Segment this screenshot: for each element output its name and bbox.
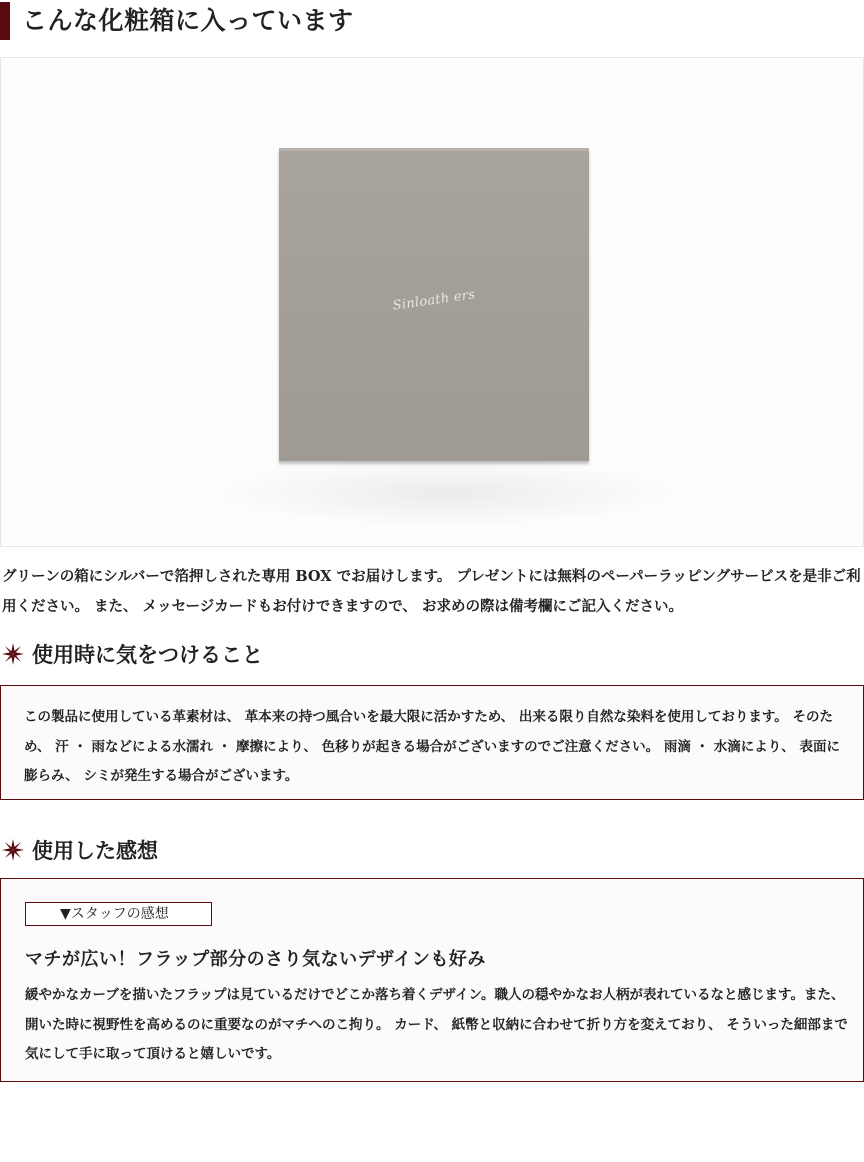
review-heading	[2, 837, 602, 867]
starburst-icon	[2, 839, 24, 861]
care-note-text: この製品に使用している革素材は、 革本来の持つ風合いを最大限に活かすため、 出来る限り自然な染料を使用しております。 そのため、 汗 ・ 雨などによる水濡れ ・ 摩擦により、 色移りが起きる場合がございますのでご注意ください。 雨滴 ・ 水滴により、 表面に膨らみ、 シミが発生する場合がございます。	[24, 709, 840, 784]
care-note-box	[0, 685, 864, 800]
care-heading-text: 使用時に気をつけること	[32, 642, 263, 667]
product-photo	[0, 57, 864, 547]
packaging-description: グリーンの箱にシルバーで箔押しされた専用 BOX でお届けします。 プレゼントには無料のペーパーラッピングサービスを是非ご利用ください。 また、 メッセージカードもお付けできますので、 お求めの際は備考欄にご記入ください。	[2, 568, 861, 615]
section-title-bar	[0, 0, 864, 42]
review-body: 緩やかなカーブを描いたフラップは見ているだけでどこか落ち着くデザイン。職人の穏やかなお人柄が表れているなと感じます。また、開いた時に視野性を高めるのに重要なのがマチへのこ拘り。 カード、 紙幣と収納に合わせて折り方を変えており、 そういった細部まで気にして手に取って頂けると嬉しいです。	[25, 987, 848, 1062]
box-logo: Sinloath ers	[391, 287, 477, 314]
review-heading-text: 使用した感想	[32, 838, 158, 863]
starburst-icon	[2, 643, 24, 665]
page-title: こんな化粧箱に入っています	[22, 6, 354, 35]
review-box	[0, 878, 864, 1082]
box-shadow	[211, 458, 681, 528]
staff-review-tag: ▼スタッフの感想	[25, 902, 212, 926]
gift-box-image	[279, 148, 589, 461]
title-accent-bar	[0, 2, 10, 40]
care-heading	[2, 641, 602, 671]
review-title: マチが広い！フラップ部分のさり気ないデザインも好み	[25, 949, 486, 970]
